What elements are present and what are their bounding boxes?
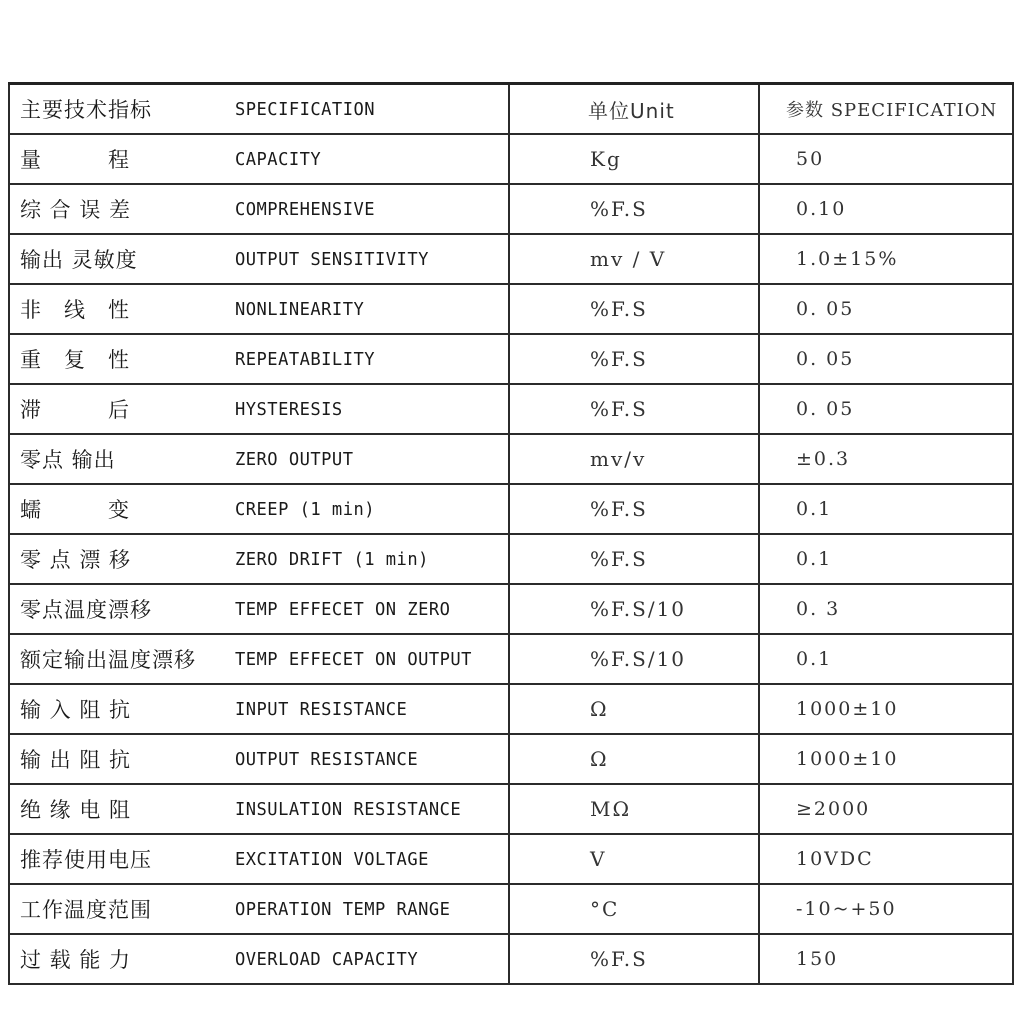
table-row <box>9 384 1013 434</box>
spec-name-en: HYSTERESIS <box>235 384 495 434</box>
spec-name-en: OUTPUT SENSITIVITY <box>235 234 495 284</box>
spec-value: 0. 05 <box>759 284 1013 334</box>
spec-unit: %F.S <box>509 384 759 434</box>
spec-value: 0. 05 <box>759 334 1013 384</box>
table-row <box>9 484 1013 534</box>
table-row <box>9 634 1013 684</box>
spec-name-cn: 零 点 漂 移 <box>9 534 235 584</box>
spec-value: ≥2000 <box>759 784 1013 834</box>
spec-name-en: INPUT RESISTANCE <box>235 684 495 734</box>
spec-name-en: OPERATION TEMP RANGE <box>235 884 495 934</box>
spec-value: 0. 05 <box>759 384 1013 434</box>
spec-unit: %F.S/10 <box>509 634 759 684</box>
table-row <box>9 784 1013 834</box>
table-row <box>9 684 1013 734</box>
spec-unit: %F.S <box>509 484 759 534</box>
spec-name-en: ZERO DRIFT (1 min) <box>235 534 495 584</box>
spec-unit: %F.S <box>509 334 759 384</box>
spec-name-cn: 输出 灵敏度 <box>9 234 235 284</box>
spec-name-cn: 滞 后 <box>9 384 235 434</box>
spec-unit: Ω <box>509 734 759 784</box>
spec-value: 10VDC <box>759 834 1013 884</box>
table-header-row <box>9 84 1013 135</box>
spec-name-cn: 非 线 性 <box>9 284 235 334</box>
spec-value: -10~+50 <box>759 884 1013 934</box>
spec-name-cn: 零点 输出 <box>9 434 235 484</box>
spec-name-en: EXCITATION VOLTAGE <box>235 834 495 884</box>
spec-name-en: CAPACITY <box>235 134 495 184</box>
spec-value: 50 <box>759 134 1013 184</box>
spec-unit: °C <box>509 884 759 934</box>
spec-unit: Kg <box>509 134 759 184</box>
spec-name-cn: 输 入 阻 抗 <box>9 684 235 734</box>
spec-value: 150 <box>759 934 1013 984</box>
spec-name-en: TEMP EFFECET ON OUTPUT <box>235 634 495 684</box>
spec-name-en: OVERLOAD CAPACITY <box>235 934 495 984</box>
specification-sheet <box>8 82 1012 972</box>
spec-name-en: NONLINEARITY <box>235 284 495 334</box>
spec-value: 0.10 <box>759 184 1013 234</box>
table-row <box>9 284 1013 334</box>
table-row <box>9 734 1013 784</box>
spec-name-cn: 额定输出温度漂移 <box>9 634 235 684</box>
specification-table <box>8 82 1014 985</box>
spec-unit: V <box>509 834 759 884</box>
spec-name-cn: 蠕 变 <box>9 484 235 534</box>
spec-unit: mv / V <box>509 234 759 284</box>
spec-value: 1000±10 <box>759 684 1013 734</box>
spec-name-en: ZERO OUTPUT <box>235 434 495 484</box>
spec-name-en: COMPREHENSIVE <box>235 184 495 234</box>
spec-unit: mv/v <box>509 434 759 484</box>
spec-name-cn: 量 程 <box>9 134 235 184</box>
spec-name-en: INSULATION RESISTANCE <box>235 784 495 834</box>
spec-value: 0. 3 <box>759 584 1013 634</box>
spec-name-cn: 绝 缘 电 阻 <box>9 784 235 834</box>
spec-name-cn: 零点温度漂移 <box>9 584 235 634</box>
table-row <box>9 234 1013 284</box>
spec-name-cn: 重 复 性 <box>9 334 235 384</box>
header-param: 参数 SPECIFICATION <box>759 84 1013 135</box>
spec-name-en: OUTPUT RESISTANCE <box>235 734 495 784</box>
spec-name-cn: 综 合 误 差 <box>9 184 235 234</box>
spec-name-en: TEMP EFFECET ON ZERO <box>235 584 495 634</box>
spec-value: 0.1 <box>759 484 1013 534</box>
table-row <box>9 584 1013 634</box>
spec-value: 1.0±15% <box>759 234 1013 284</box>
table-row <box>9 934 1013 984</box>
header-cn: 主要技术指标 <box>9 84 235 135</box>
spec-name-en: REPEATABILITY <box>235 334 495 384</box>
spec-unit: %F.S <box>509 534 759 584</box>
spec-unit: MΩ <box>509 784 759 834</box>
spec-value: 0.1 <box>759 534 1013 584</box>
table-row <box>9 334 1013 384</box>
spec-value: 0.1 <box>759 634 1013 684</box>
table-row <box>9 834 1013 884</box>
table-row <box>9 134 1013 184</box>
table-row <box>9 184 1013 234</box>
spec-name-cn: 输 出 阻 抗 <box>9 734 235 784</box>
spec-unit: %F.S <box>509 284 759 334</box>
table-row <box>9 884 1013 934</box>
table-row <box>9 434 1013 484</box>
spec-value: 1000±10 <box>759 734 1013 784</box>
spec-name-en: CREEP (1 min) <box>235 484 495 534</box>
spec-name-cn: 过 载 能 力 <box>9 934 235 984</box>
header-en: SPECIFICATION <box>235 84 495 135</box>
spec-unit: Ω <box>509 684 759 734</box>
header-unit: 单位Unit <box>509 84 759 135</box>
spec-unit: %F.S <box>509 184 759 234</box>
spec-value: ±0.3 <box>759 434 1013 484</box>
table-row <box>9 534 1013 584</box>
spec-unit: %F.S <box>509 934 759 984</box>
spec-name-cn: 推荐使用电压 <box>9 834 235 884</box>
spec-unit: %F.S/10 <box>509 584 759 634</box>
spec-name-cn: 工作温度范围 <box>9 884 235 934</box>
